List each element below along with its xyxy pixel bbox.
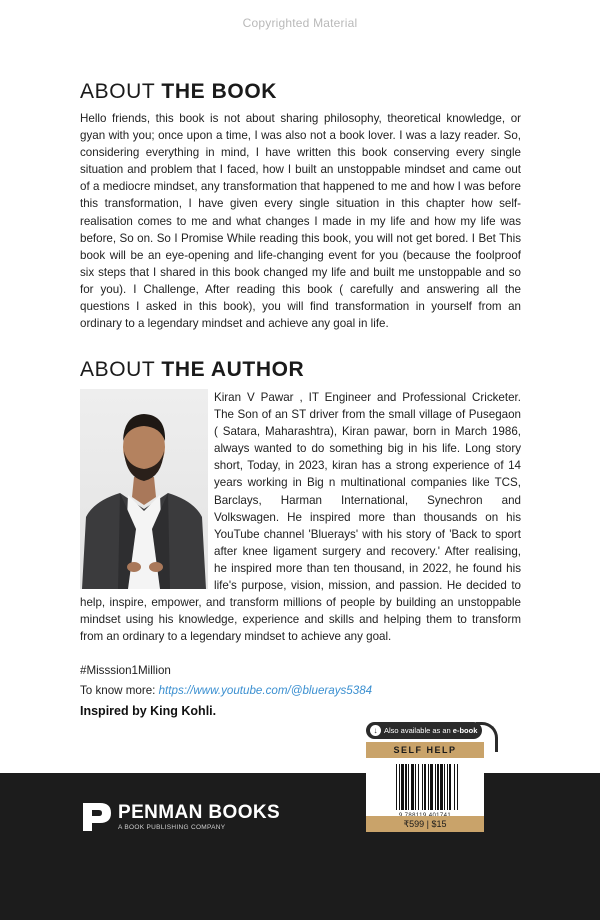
about-author-heading-light: ABOUT xyxy=(80,358,162,381)
inspired-by-text: Inspired by King Kohli. xyxy=(80,704,217,718)
barcode-icon xyxy=(396,764,480,810)
ebook-download-icon: ↓ xyxy=(370,725,381,736)
know-more-line xyxy=(80,684,372,697)
about-author-heading-bold: THE AUTHOR xyxy=(161,358,305,381)
ebook-badge-bold: e-book xyxy=(452,726,478,735)
bottom-dark-band xyxy=(0,773,600,920)
about-book-heading-light: ABOUT xyxy=(80,80,162,103)
ebook-badge-prefix: Also available as an xyxy=(384,726,453,735)
penman-logo-icon xyxy=(80,800,114,834)
about-book-heading xyxy=(80,80,277,104)
genre-label: SELF HELP xyxy=(366,742,484,758)
copyright-watermark-top: Copyrighted Material xyxy=(242,16,358,30)
about-author-text xyxy=(80,389,521,645)
about-author-heading xyxy=(80,358,304,382)
about-book-heading-bold: THE BOOK xyxy=(161,80,278,103)
know-more-label: To know more: xyxy=(80,684,159,697)
publisher-name: PENMAN BOOKS xyxy=(118,802,281,823)
ebook-availability-badge xyxy=(366,722,482,739)
publisher-tagline: A BOOK PUBLISHING COMPANY xyxy=(118,824,226,831)
campaign-hashtag: #Misssion1Million xyxy=(80,664,171,677)
youtube-link[interactable]: https://www.youtube.com/@bluerays5384 xyxy=(158,684,373,697)
price-label: ₹599 | $15 xyxy=(366,816,484,832)
about-book-text: Hello friends, this book is not about sharing philosophy, theoretical knowledge, or gyan with you; once upon a time, I was also not a book lover. I was a lazy reader. So, considering everything in mind, I have written this book conserving every single situation and problem that I faced, how I built an unstoppable mindset and came out of a mediocre mindset, any transformation that happened to me and how I was before this transformation, I have given every single situation in this chapter how self-realisation comes to me and what changes I made in my life and how my life was before, So on. So I Promise While reading this book, you will not get bored. I Bet This book will be an eye-opening and life-changing event for you (because the foolproof six steps that I shared in this book changed my life and built me unstoppable and so for you). I Challenge, After reading this book ( carefully and answering all the questions I asked in this book), you will find transformation in yourself from an ordinary to a legendary mindset and achieve any goal in life. xyxy=(80,112,521,331)
author-bio: Kiran V Pawar , IT Engineer and Professional Cricketer. The Son of an ST driver from the small village of Pusegaon ( Satara, Maharashtra), Kiran pawar, born in March 1986, always wanted to do something big in his life. Long story short, Today, in 2023, kiran has a strong experience of 14 years working in Big n multinational companies like TCS, Barclays, Harman International, Synechron and Volkswagen. He inspired more than thousands on his YouTube channel 'Bluerays' with his story of 'Back to sport after knee ligament surgery and recovery.' After realising, he inspired more than ten thousand, in 2022, he found his life's purpose, vision, mission, and passion. He decided to help, inspire, empower, and transform millions of people by building an unstoppable mindset using his knowledge, experience and skills and helping them to transform from an ordinary to a legendary mindset to achieve any goal. xyxy=(80,391,521,644)
photo-float-spacer xyxy=(80,389,214,589)
